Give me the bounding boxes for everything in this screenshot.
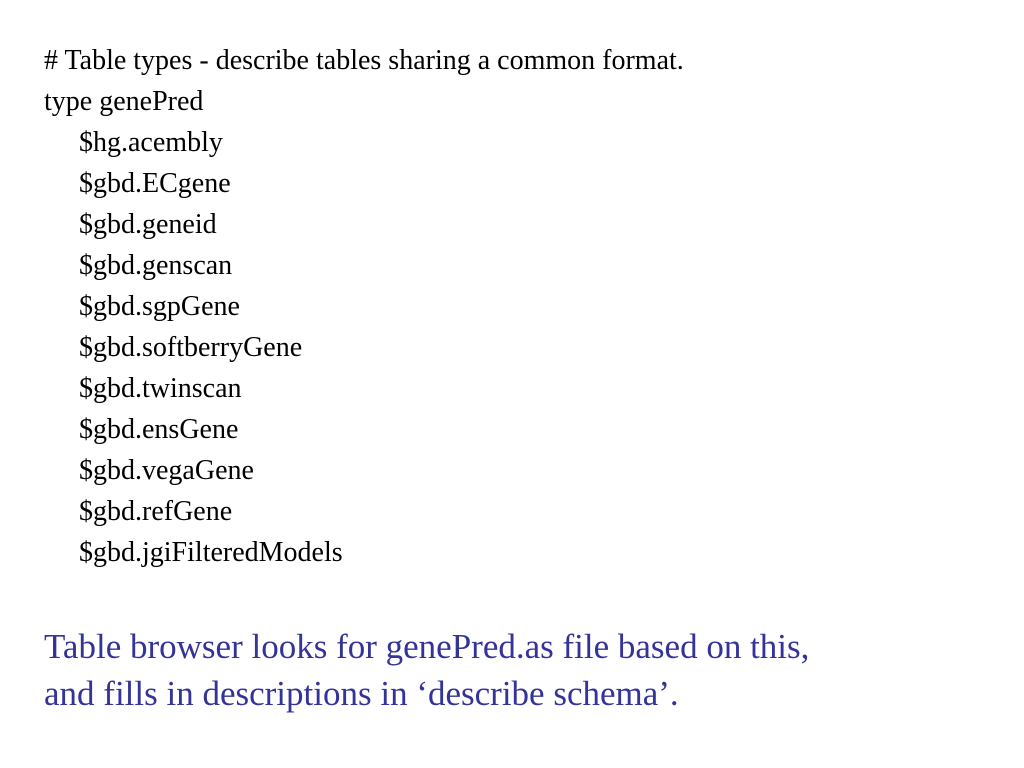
explanation-note: [44, 623, 1004, 717]
table-entry: $gbd.vegaGene: [79, 455, 254, 486]
table-entry: $hg.acembly: [79, 127, 223, 158]
table-entry: $gbd.geneid: [79, 209, 217, 240]
table-entry: $gbd.softberryGene: [79, 332, 303, 363]
note-line-1: Table browser looks for genePred.as file based on this,: [44, 627, 810, 666]
note-line-2: and fills in descriptions in ‘describe schema’.: [44, 674, 679, 713]
table-entry: $gbd.sgpGene: [79, 291, 240, 322]
table-entry: $gbd.jgiFilteredModels: [79, 537, 343, 568]
table-entry: $gbd.ensGene: [79, 414, 239, 445]
table-entry: $gbd.refGene: [79, 496, 233, 527]
table-entry: $gbd.genscan: [79, 250, 233, 281]
table-entry: $gbd.ECgene: [79, 168, 231, 199]
slide-content: [44, 40, 1004, 717]
type-declaration-line: type genePred: [44, 86, 204, 117]
comment-line: # Table types - describe tables sharing a common format.: [44, 45, 684, 76]
table-types-code-block: [44, 40, 1004, 573]
table-entry: $gbd.twinscan: [79, 373, 242, 404]
